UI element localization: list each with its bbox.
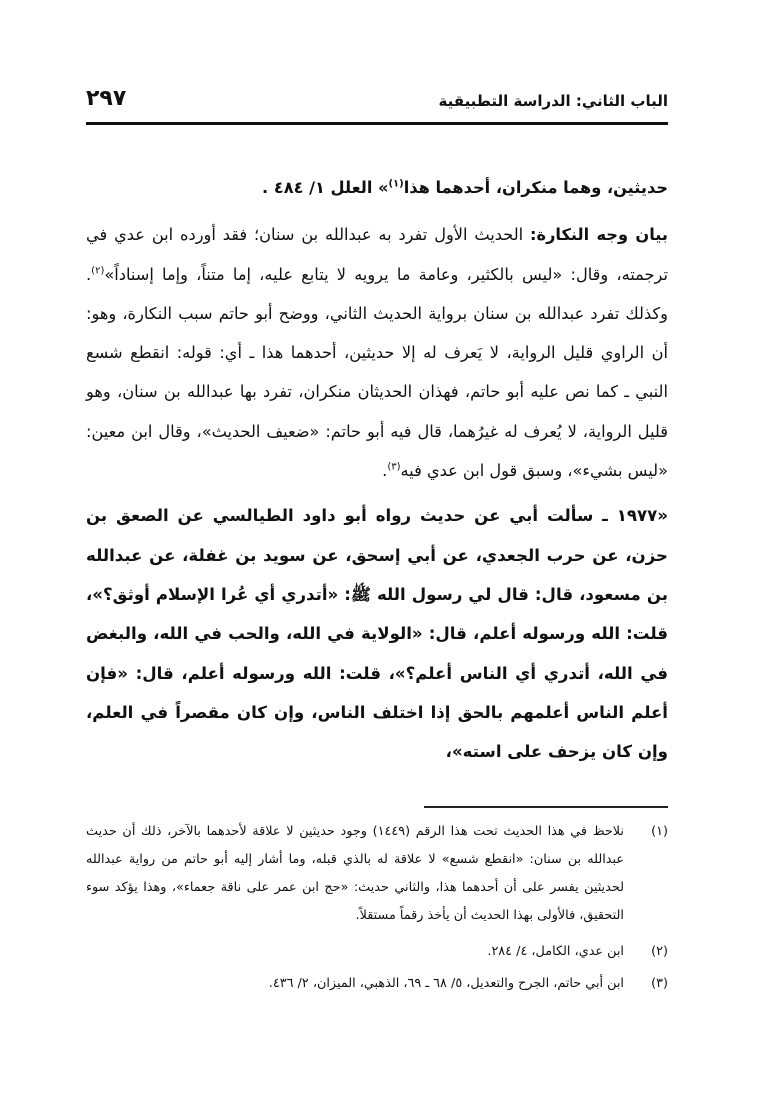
footnote-number: (٣) <box>651 976 668 991</box>
footnote-text: ابن أبي حاتم، الجرح والتعديل، ٥/ ٦٨ ـ ٦٩، الذهبي، الميزان، ٢/ ٤٣٦. <box>268 976 624 991</box>
footnote-2 <box>86 938 668 966</box>
paragraph-1-text: حديثين، وهما منكران، أحدهما هذا <box>403 178 668 197</box>
paragraph-3 <box>86 496 668 771</box>
footnote-ref-2: (٢) <box>91 265 105 277</box>
footnote-ref-1: (١) <box>388 178 404 190</box>
footnotes <box>86 818 668 998</box>
paragraph-2 <box>86 215 668 490</box>
footnote-3 <box>86 970 668 998</box>
chapter-title: الباب الثاني: الدراسة التطبيقية <box>438 92 668 110</box>
paragraph-1-tail: » العلل ١/ ٤٨٤ . <box>262 178 389 197</box>
running-header <box>86 84 668 120</box>
footnote-divider <box>424 806 668 808</box>
paragraph-2-text-c: . <box>382 461 388 481</box>
paragraph-2-text-b: . وكذلك تفرد عبدالله بن سنان برواية الحديث الثاني، ووضح أبو حاتم سبب النكارة، وهو: أن الراوي قليل الرواية، لا يَعرف له إلا حديثين، أحدهما هذا ـ أي: قوله: انقطع شسع النبي ـ كما نص عليه أبو حاتم، فهذان الحديثان منكران، تفرد بها عبدالله بن سنان، وهو قليل الرواية، لا يُعرف له غيرُهما، قال فيه أبو حاتم: «ضعيف الحديث»، وقال ابن معين: «ليس بشيء»، وسبق قول ابن عدي فيه <box>86 264 668 481</box>
paragraph-2-text-a: الحديث الأول تفرد به عبدالله بن سنان؛ فقد أورده ابن عدي في ترجمته، وقال: «ليس بالكثير، وعامة ما يرويه لا يتابع عليه، إما متناً، وإما إسناداً» <box>86 225 668 284</box>
main-text <box>86 168 668 771</box>
paragraph-2-lead: بيان وجه النكارة: <box>530 225 668 245</box>
footnote-text: نلاحظ في هذا الحديث تحت هذا الرقم (١٤٤٩) وجود حديثين لا علاقة لأحدهما بالآخر، ذلك أن حديث عبدالله بن سنان: «انقطع شسع» لا علاقة له بالذي قبله، وما أشار إليه أبو حاتم من رواية عبدالله لحديثين يفسر على أن أحدهما هذا، والثاني حديث: «حج ابن عمر على ناقة جعماء»، وهذا يؤكد سوء التحقيق، فالأولى بهذا الحديث أن يأخذ رقماً مستقلاً. <box>86 824 624 923</box>
footnote-number: (٢) <box>651 944 668 959</box>
paragraph-3-text: «١٩٧٧ ـ سألت أبي عن حديث رواه أبو داود الطيالسي عن الصعق بن حزن، عن حرب الجعدي، عن أبي إسحق، عن سويد بن غفلة، عن عبدالله بن مسعود، قال: قال لي رسول الله ﷺ: «أتدري أي عُرا الإسلام أوثق؟»، قلت: الله ورسوله أعلم، قال: «الولاية في الله، والحب في الله، والبغض في الله، أتدري أي الناس أعلم؟»، قلت: الله ورسوله أعلم، قال: «فإن أعلم الناس أعلمهم بالحق إذا اختلف الناس، وإن كان مقصراً في العلم، وإن كان يزحف على استه»، <box>86 506 668 762</box>
footnote-text: ابن عدي، الكامل، ٤/ ٢٨٤. <box>487 944 624 959</box>
footnote-number: (١) <box>651 824 668 839</box>
paragraph-1 <box>86 168 668 207</box>
footnote-1 <box>86 818 668 930</box>
page-number: ٢٩٧ <box>86 86 127 111</box>
footnote-ref-3: (٣) <box>387 461 401 473</box>
header-divider <box>86 122 668 125</box>
